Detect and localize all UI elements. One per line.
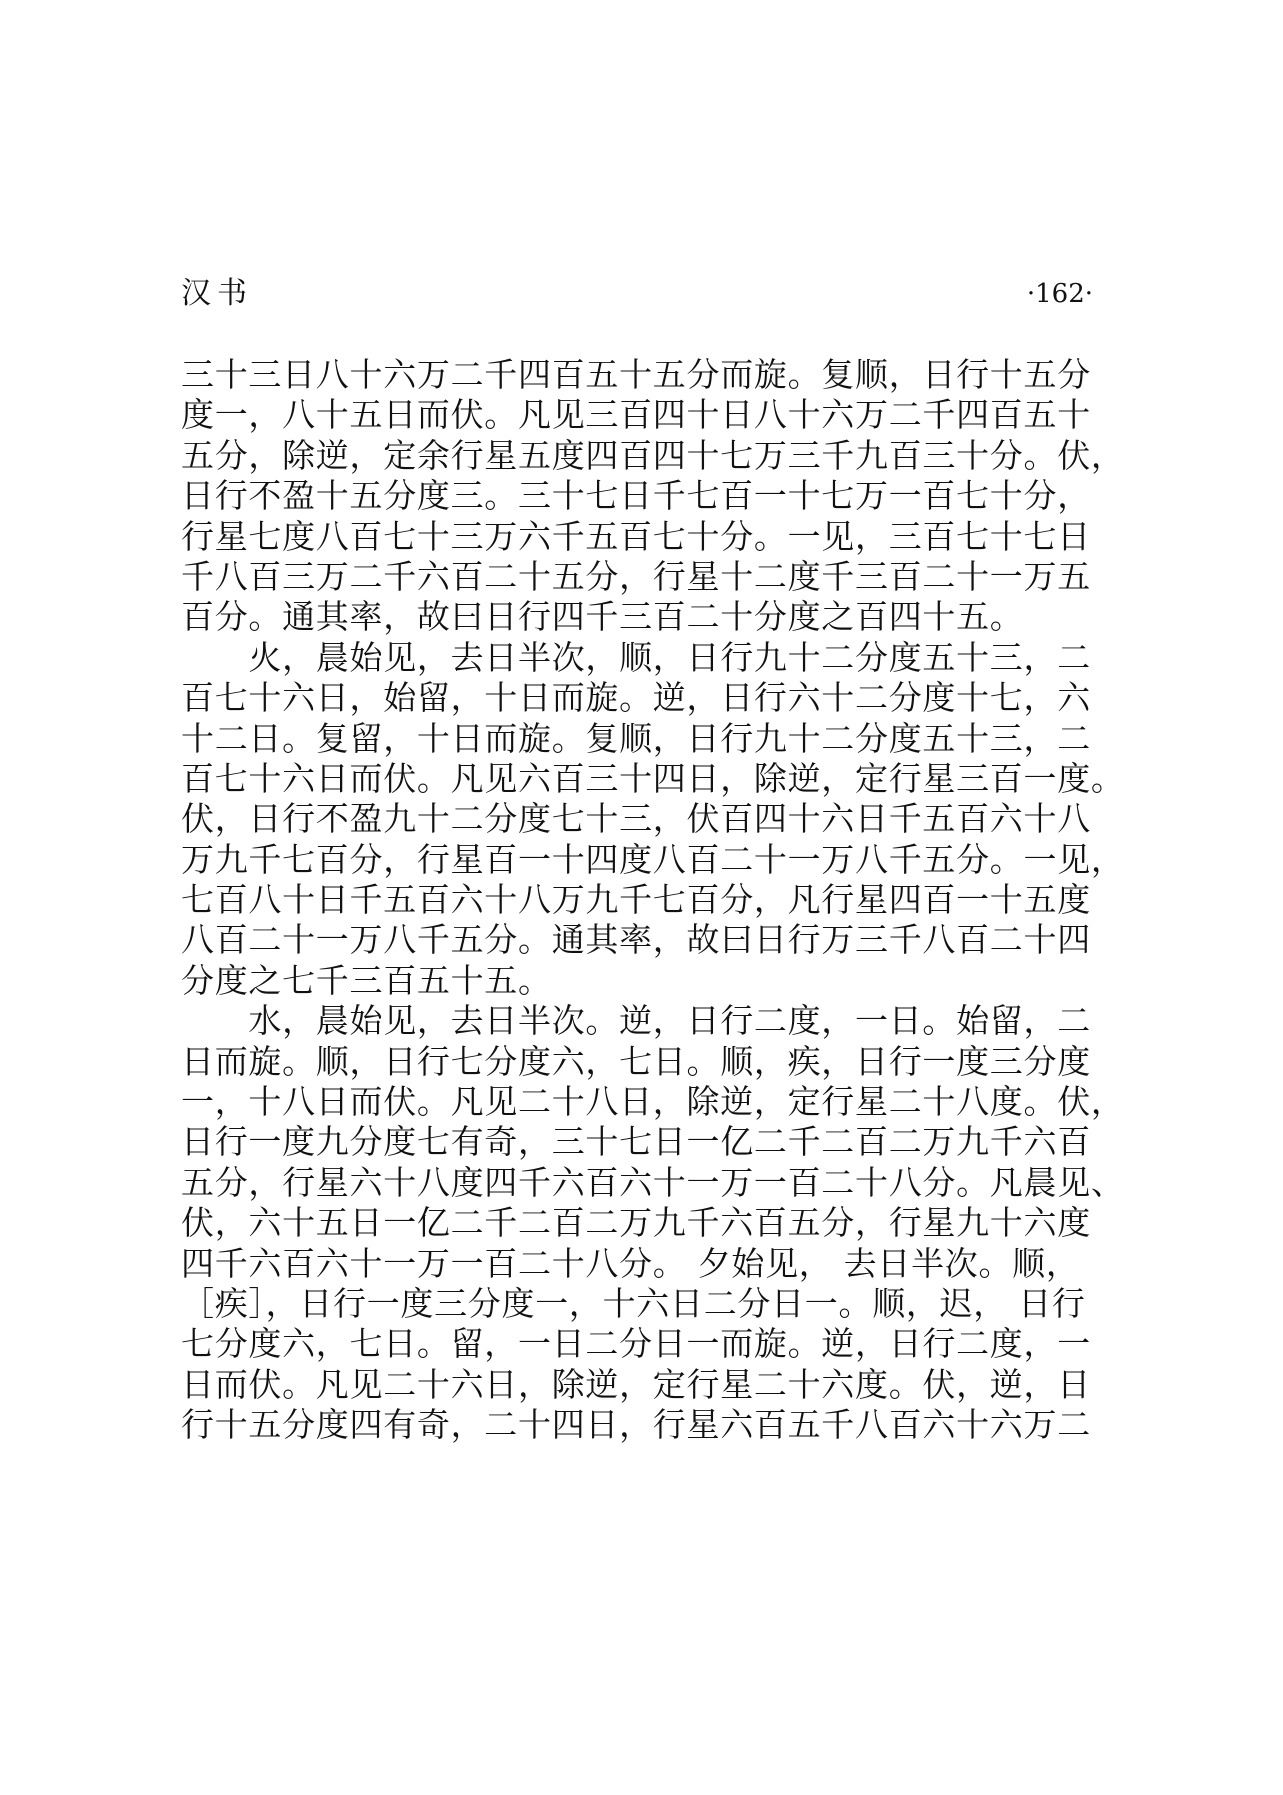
text-body [181, 355, 1125, 1446]
book-title: 汉书 [181, 276, 253, 311]
text-line: 度一，八十五日而伏。凡见三百四十日八十六万二千四百五十 [181, 395, 1091, 435]
text-line: 分度之七千三百五十五。 [181, 960, 552, 1000]
text-line: 伏，日行不盈九十二分度七十三，伏百四十六日千五百六十八 [181, 799, 1091, 839]
text-line: 百分。通其率，故曰日行四千三百二十分度之百四十五。 [181, 597, 1024, 637]
text-line: 五分，除逆，定余行星五度四百四十七万三千九百三十分。伏， [181, 435, 1125, 475]
text-line: 百七十六日，始留，十日而旋。逆，日行六十二分度十七，六 [181, 678, 1091, 718]
text-line: 百七十六日而伏。凡见六百三十四日，除逆，定行星三百一度。 [181, 758, 1125, 798]
text-line: 七分度六，七日。留，一日二分日一而旋。逆，日行二度，一 [181, 1324, 1091, 1364]
running-head [181, 270, 1093, 318]
text-line: 伏，六十五日一亿二千二百二万九千六百五分，行星九十六度 [181, 1203, 1091, 1243]
text-line: 四千六百六十一万一百二十八分。 夕始见， 去日半次。顺， [181, 1243, 1080, 1283]
text-line: 行十五分度四有奇，二十四日，行星六百五千八百六十六万二 [181, 1405, 1091, 1445]
text-line: 行星七度八百七十三万六千五百七十分。一见，三百七十七日 [181, 516, 1091, 556]
text-line: 万九千七百分，行星百一十四度八百二十一万八千五分。一见， [181, 839, 1125, 879]
text-line: 五分，行星六十八度四千六百六十一万一百二十八分。凡晨见、 [181, 1162, 1125, 1202]
text-line: 火，晨始见，去日半次，顺，日行九十二分度五十三，二 [181, 637, 1091, 677]
text-line: 千八百三万二千六百二十五分，行星十二度千三百二十一万五 [181, 556, 1091, 596]
text-line: ［疾］，日行一度三分度一，十六日二分日一。顺，迟， 日行 [181, 1283, 1086, 1323]
text-line: 三十三日八十六万二千四百五十五分而旋。复顺，日行十五分 [181, 355, 1091, 394]
text-line: 一，十八日而伏。凡见二十八日，除逆，定行星二十八度。伏， [181, 1082, 1125, 1122]
page-number: ·162· [1026, 279, 1093, 309]
text-line: 八百二十一万八千五分。通其率，故曰日行万三千八百二十四 [181, 920, 1091, 960]
text-line: 七百八十日千五百六十八万九千七百分，凡行星四百一十五度 [181, 880, 1091, 920]
text-line: 十二日。复留，十日而旋。复顺，日行九十二分度五十三，二 [181, 718, 1091, 758]
text-line: 水，晨始见，去日半次。逆，日行二度，一日。始留，二 [181, 1001, 1091, 1041]
text-line: 日行一度九分度七有奇，三十七日一亿二千二百二万九千六百 [181, 1122, 1091, 1162]
text-line: 日行不盈十五分度三。三十七日千七百一十七万一百七十分， [181, 476, 1091, 516]
text-line: 日而伏。凡见二十六日，除逆，定行星二十六度。伏，逆，日 [181, 1364, 1091, 1404]
text-line: 日而旋。顺，日行七分度六，七日。顺，疾，日行一度三分度 [181, 1041, 1091, 1081]
